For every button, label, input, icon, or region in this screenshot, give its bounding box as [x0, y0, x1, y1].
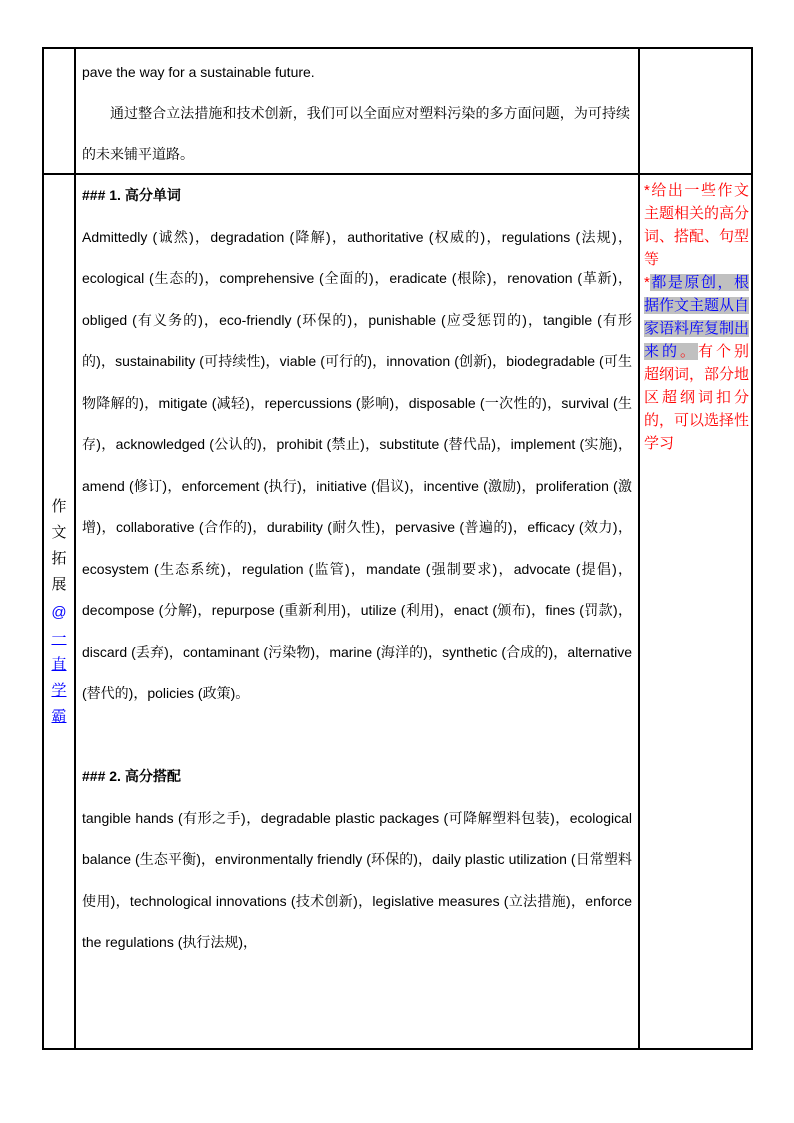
margin-note-2 — [644, 271, 749, 455]
chinese-translation-paragraph: 通过整合立法措施和技术创新，我们可以全面应对塑料污染的多方面问题，为可持续的未来铺平道路。 — [82, 105, 630, 162]
margin-note-2-star: * — [644, 274, 650, 291]
sidebar-cell — [44, 175, 76, 1048]
margin-note-2-rest: 有个别超纲词，部分地区超纲词扣分的，可以选择性学习 — [644, 343, 750, 452]
top-text-cell — [76, 49, 640, 175]
margin-note-1: *给出一些作文主题相关的高分词、搭配、句型等 — [644, 182, 750, 268]
section2-collocation-list: tangible hands (有形之手)，degradable plastic packages (可降解塑料包装)，ecological balance (生态平衡)，environmentally friendly (环保的)，daily plastic utilization (日常塑料使用)，technological innovations (技术创新)，legislative measures (立法措施)，enforce the regulations (执行法规)， — [82, 809, 632, 950]
top-right-empty-cell — [640, 49, 751, 175]
english-continuation-line: pave the way for a sustainable future. — [82, 64, 315, 80]
section1-heading: ### 1. 高分单词 — [82, 187, 181, 203]
document-table — [42, 47, 753, 1050]
margin-note-2-highlighted-period: 。 — [679, 343, 698, 360]
main-content-cell — [76, 175, 640, 1048]
row-title-vertical-label: 作 文 拓 展 — [51, 497, 67, 593]
section1-vocabulary-list: Admittedly (诚然)，degradation (降解)，authoritative (权威的)，regulations (法规)，ecological (生态的)，comprehensive (全面的)，eradicate (根除)，renovation (革新)，obliged (有义务的)，eco-friendly (环保的)，punishable (应受惩罚的)，tangible (有形的)，sustainability (可持续性)，viable (可行的)，innovation (创新)，biodegradable (可生物降解的)，mitigate (减轻)，repercussions (影响)，disposable (一次性的)，survival (生存)，acknowledged (公认的)，prohibit (禁止)，substitute (替代品)，implement (实施)，amend (修订)，enforcement (执行)，initiative (倡议)，incentive (激励)，proliferation (激增)，collaborative (合作的)，durability (耐久性)，pervasive (普遍的)，efficacy (效力)，ecosystem (生态系统)，regulation (监管)，mandate (强制要求)，advocate (提倡)，decompose (分解)，repurpose (重新利用)，utilize (利用)，enact (颁布)，fines (罚款)，discard (丢弃)，contaminant (污染物)，marine (海洋的)，synthetic (合成的)，alternative (替代的)，policies (政策)。 — [82, 228, 633, 701]
section2-heading: ### 2. 高分搭配 — [82, 768, 181, 784]
at-sign-icon: @ — [51, 603, 67, 621]
author-handle-vertical-label: 一 直 学 霸 — [51, 629, 67, 725]
margin-notes-cell — [640, 175, 751, 1048]
margin-note-2-highlighted-text: 都是原创，根据作文主题从自家语料库复制出来的 — [644, 274, 750, 360]
top-row-spacer-cell — [44, 49, 76, 175]
